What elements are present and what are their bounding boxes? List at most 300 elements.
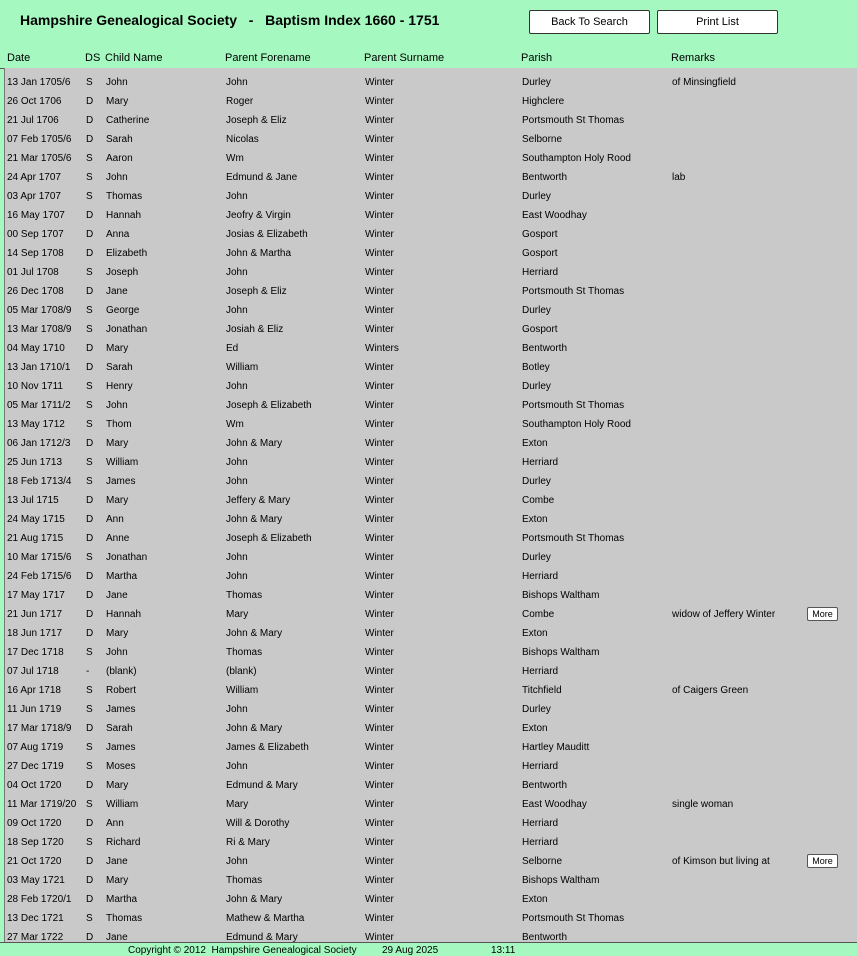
row-date: 01 Jul 1708	[7, 267, 59, 278]
row-remarks: lab	[672, 172, 686, 183]
row-parent-forename: Joseph & Elizabeth	[226, 400, 312, 411]
row-parent-surname: Winter	[365, 894, 394, 905]
row-parent-forename: Josiah & Eliz	[226, 324, 284, 335]
row-ds: S	[86, 77, 93, 88]
row-parent-forename: Edmund & Jane	[226, 172, 298, 183]
row-parent-surname: Winter	[365, 248, 394, 259]
row-date: 18 Sep 1720	[7, 837, 64, 848]
row-parent-forename: John	[226, 457, 248, 468]
table-row	[4, 92, 857, 111]
table-row	[4, 529, 857, 548]
table-row	[4, 244, 857, 263]
row-parish: Gosport	[522, 248, 558, 259]
print-list-button[interactable]: Print List	[657, 10, 778, 34]
row-child-name: William	[106, 457, 139, 468]
row-parent-surname: Winter	[365, 172, 394, 183]
row-date: 04 Oct 1720	[7, 780, 62, 791]
row-child-name: John	[106, 77, 128, 88]
row-ds: D	[86, 286, 94, 297]
row-parent-forename: James & Elizabeth	[226, 742, 309, 753]
row-parish: Portsmouth St Thomas	[522, 533, 625, 544]
row-ds: D	[86, 932, 94, 942]
row-date: 13 Jan 1705/6	[7, 77, 71, 88]
row-remarks: of Minsingfield	[672, 77, 736, 88]
row-parish: Herriard	[522, 837, 559, 848]
row-parent-surname: Winter	[365, 438, 394, 449]
row-date: 13 May 1712	[7, 419, 65, 430]
table-row	[4, 814, 857, 833]
footer-date: 29 Aug 2025	[382, 945, 439, 956]
row-date: 13 Jul 1715	[7, 495, 59, 506]
row-parent-forename: Jeffery & Mary	[226, 495, 291, 506]
table-row	[4, 757, 857, 776]
row-parent-forename: William	[226, 685, 259, 696]
row-date: 18 Feb 1713/4	[7, 476, 72, 487]
row-child-name: Jonathan	[106, 324, 148, 335]
row-date: 28 Feb 1720/1	[7, 894, 72, 905]
results-list-body	[4, 73, 857, 942]
row-parent-forename: Wm	[226, 153, 244, 164]
row-parent-forename: Jeofry & Virgin	[226, 210, 291, 221]
row-date: 16 Apr 1718	[7, 685, 61, 696]
table-row	[4, 472, 857, 491]
table-row	[4, 377, 857, 396]
table-row	[4, 396, 857, 415]
footer-copyright: Copyright © 2012 Hampshire Genealogical Society	[128, 945, 357, 956]
row-parish: Durley	[522, 305, 551, 316]
row-date: 03 May 1721	[7, 875, 65, 886]
row-parish: Botley	[522, 362, 550, 373]
row-parish: Herriard	[522, 818, 559, 829]
table-row	[4, 149, 857, 168]
row-parent-surname: Winter	[365, 400, 394, 411]
row-ds: D	[86, 628, 94, 639]
table-row	[4, 206, 857, 225]
row-parish: Southampton Holy Rood	[522, 153, 631, 164]
row-parent-surname: Winter	[365, 324, 394, 335]
row-date: 24 Feb 1715/6	[7, 571, 72, 582]
row-date: 27 Mar 1722	[7, 932, 64, 942]
row-child-name: Catherine	[106, 115, 150, 126]
table-row	[4, 548, 857, 567]
row-child-name: Jane	[106, 590, 128, 601]
row-date: 18 Jun 1717	[7, 628, 63, 639]
back-to-search-button[interactable]: Back To Search	[529, 10, 650, 34]
row-parent-forename: John	[226, 381, 248, 392]
row-parish: Gosport	[522, 324, 558, 335]
table-row	[4, 605, 857, 624]
row-ds: D	[86, 343, 94, 354]
row-child-name: Mary	[106, 438, 129, 449]
row-ds: S	[86, 419, 93, 430]
table-row	[4, 168, 857, 187]
row-ds: S	[86, 837, 93, 848]
row-parent-surname: Winter	[365, 229, 394, 240]
row-parent-forename: Edmund & Mary	[226, 780, 298, 791]
row-child-name: Elizabeth	[106, 248, 148, 259]
column-header-row	[0, 48, 857, 69]
row-child-name: Jane	[106, 856, 128, 867]
row-ds: D	[86, 723, 94, 734]
row-ds: S	[86, 704, 93, 715]
row-parent-forename: John	[226, 856, 248, 867]
row-date: 17 Dec 1718	[7, 647, 64, 658]
row-ds: S	[86, 305, 93, 316]
row-parent-forename: Wm	[226, 419, 244, 430]
table-row	[4, 624, 857, 643]
row-parent-surname: Winter	[365, 913, 394, 924]
row-child-name: James	[106, 742, 136, 753]
table-row	[4, 453, 857, 472]
row-parish: Exton	[522, 514, 548, 525]
row-parent-forename: Mathew & Martha	[226, 913, 305, 924]
row-ds: S	[86, 153, 93, 164]
row-parent-surname: Winter	[365, 704, 394, 715]
row-remarks: widow of Jeffery Winter	[672, 609, 776, 620]
row-ds: -	[86, 666, 90, 677]
row-parent-surname: Winter	[365, 780, 394, 791]
row-child-name: George	[106, 305, 140, 316]
row-ds: D	[86, 590, 94, 601]
row-parent-surname: Winter	[365, 77, 394, 88]
row-parish: East Woodhay	[522, 799, 587, 810]
row-parish: Selborne	[522, 856, 563, 867]
row-ds: D	[86, 514, 94, 525]
row-parish: Bentworth	[522, 932, 568, 942]
row-parent-forename: John	[226, 761, 248, 772]
table-row	[4, 890, 857, 909]
row-parent-surname: Winter	[365, 552, 394, 563]
row-date: 13 Dec 1721	[7, 913, 64, 924]
row-child-name: John	[106, 172, 128, 183]
row-child-name: Mary	[106, 628, 129, 639]
row-parent-forename: John	[226, 552, 248, 563]
row-parent-surname: Winter	[365, 134, 394, 145]
row-ds: S	[86, 476, 93, 487]
row-date: 21 Mar 1705/6	[7, 153, 72, 164]
row-parent-forename: Nicolas	[226, 134, 259, 145]
footer-time: 13:11	[491, 945, 516, 956]
table-row	[4, 320, 857, 339]
row-parish: Herriard	[522, 761, 559, 772]
table-row	[4, 586, 857, 605]
row-ds: S	[86, 400, 93, 411]
footer	[0, 942, 857, 956]
row-parent-surname: Winter	[365, 305, 394, 316]
row-ds: S	[86, 799, 93, 810]
row-parish: Herriard	[522, 267, 559, 278]
row-ds: S	[86, 552, 93, 563]
row-date: 26 Oct 1706	[7, 96, 62, 107]
row-parish: Exton	[522, 628, 548, 639]
row-parent-surname: Winter	[365, 286, 394, 297]
row-child-name: Mary	[106, 875, 129, 886]
row-parent-forename: Joseph & Eliz	[226, 286, 287, 297]
table-row	[4, 795, 857, 814]
row-date: 21 Jun 1717	[7, 609, 63, 620]
more-button[interactable]: More	[807, 854, 838, 868]
row-parent-surname: Winter	[365, 647, 394, 658]
row-parent-surname: Winter	[365, 609, 394, 620]
table-row	[4, 852, 857, 871]
row-date: 07 Feb 1705/6	[7, 134, 72, 145]
row-date: 14 Sep 1708	[7, 248, 64, 259]
row-parent-forename: John & Mary	[226, 628, 283, 639]
row-parent-surname: Winter	[365, 685, 394, 696]
row-parent-forename: Will & Dorothy	[226, 818, 290, 829]
row-parent-surname: Winter	[365, 856, 394, 867]
row-child-name: Anna	[106, 229, 130, 240]
row-parent-surname: Winter	[365, 419, 394, 430]
row-child-name: James	[106, 704, 136, 715]
row-ds: D	[86, 362, 94, 373]
row-date: 21 Aug 1715	[7, 533, 64, 544]
row-parent-surname: Winter	[365, 514, 394, 525]
row-child-name: Jane	[106, 932, 128, 942]
row-parish: Bentworth	[522, 780, 568, 791]
row-parish: Bishops Waltham	[522, 590, 600, 601]
table-row	[4, 681, 857, 700]
row-date: 10 Nov 1711	[7, 381, 63, 392]
row-date: 16 May 1707	[7, 210, 65, 221]
row-parish: Durley	[522, 704, 551, 715]
row-child-name: William	[106, 799, 139, 810]
row-parish: Hartley Mauditt	[522, 742, 590, 753]
row-ds: S	[86, 685, 93, 696]
row-ds: D	[86, 134, 94, 145]
row-date: 24 May 1715	[7, 514, 65, 525]
row-parent-forename: John	[226, 77, 248, 88]
row-child-name: Thom	[106, 419, 132, 430]
row-child-name: James	[106, 476, 136, 487]
row-child-name: John	[106, 400, 128, 411]
row-parent-surname: Winter	[365, 837, 394, 848]
row-parent-surname: Winters	[365, 343, 399, 354]
row-parent-forename: Mary	[226, 799, 249, 810]
row-ds: S	[86, 913, 93, 924]
row-parent-forename: Ri & Mary	[226, 837, 270, 848]
table-row	[4, 776, 857, 795]
row-ds: S	[86, 457, 93, 468]
table-row	[4, 491, 857, 510]
row-parish: Southampton Holy Rood	[522, 419, 631, 430]
row-parent-forename: John & Mary	[226, 514, 283, 525]
row-date: 10 Mar 1715/6	[7, 552, 72, 563]
row-parish: Durley	[522, 476, 551, 487]
row-parent-surname: Winter	[365, 191, 394, 202]
row-ds: D	[86, 571, 94, 582]
row-date: 26 Dec 1708	[7, 286, 64, 297]
row-parent-forename: John & Mary	[226, 723, 283, 734]
row-date: 03 Apr 1707	[7, 191, 61, 202]
row-parish: Selborne	[522, 134, 563, 145]
table-row	[4, 415, 857, 434]
row-parish: Portsmouth St Thomas	[522, 400, 625, 411]
row-parish: Herriard	[522, 571, 559, 582]
row-child-name: Thomas	[106, 191, 143, 202]
row-child-name: Henry	[106, 381, 133, 392]
row-remarks: of Kimson but living at	[672, 856, 770, 867]
row-parish: Bishops Waltham	[522, 647, 600, 658]
row-parent-surname: Winter	[365, 381, 394, 392]
row-ds: S	[86, 761, 93, 772]
row-date: 05 Mar 1711/2	[7, 400, 71, 411]
row-date: 17 May 1717	[7, 590, 65, 601]
row-ds: S	[86, 381, 93, 392]
row-date: 21 Oct 1720	[7, 856, 62, 867]
table-row	[4, 73, 857, 92]
row-child-name: Martha	[106, 894, 138, 905]
row-ds: S	[86, 742, 93, 753]
row-ds: S	[86, 267, 93, 278]
row-ds: D	[86, 115, 94, 126]
row-parish: Durley	[522, 381, 551, 392]
table-row	[4, 301, 857, 320]
row-parish: Bishops Waltham	[522, 875, 600, 886]
table-row	[4, 738, 857, 757]
row-remarks: of Caigers Green	[672, 685, 749, 696]
row-child-name: John	[106, 647, 128, 658]
row-parish: Exton	[522, 438, 548, 449]
row-parent-surname: Winter	[365, 362, 394, 373]
row-parish: Durley	[522, 77, 551, 88]
row-ds: D	[86, 438, 94, 449]
row-parent-forename: Joseph & Elizabeth	[226, 533, 312, 544]
row-ds: S	[86, 647, 93, 658]
row-child-name: (blank)	[106, 666, 137, 677]
table-row	[4, 909, 857, 928]
more-button[interactable]: More	[807, 607, 838, 621]
row-parent-forename: John & Mary	[226, 894, 283, 905]
row-ds: D	[86, 229, 94, 240]
results-list[interactable]	[4, 68, 857, 942]
row-parent-surname: Winter	[365, 723, 394, 734]
row-parent-surname: Winter	[365, 875, 394, 886]
row-parent-surname: Winter	[365, 590, 394, 601]
row-parent-forename: Josias & Elizabeth	[226, 229, 308, 240]
row-child-name: Ann	[106, 514, 124, 525]
row-parish: Combe	[522, 609, 555, 620]
row-parish: Herriard	[522, 666, 559, 677]
table-row	[4, 187, 857, 206]
row-ds: D	[86, 856, 94, 867]
row-date: 07 Aug 1719	[7, 742, 64, 753]
column-header-parent-surname: Parent Surname	[364, 52, 445, 64]
row-child-name: Jonathan	[106, 552, 148, 563]
table-row	[4, 282, 857, 301]
table-row	[4, 111, 857, 130]
row-parent-forename: John & Martha	[226, 248, 292, 259]
row-parish: Durley	[522, 552, 551, 563]
column-header-date: Date	[7, 52, 31, 64]
row-parent-surname: Winter	[365, 742, 394, 753]
row-date: 07 Jul 1718	[7, 666, 59, 677]
row-parent-forename: Thomas	[226, 875, 263, 886]
row-parent-surname: Winter	[365, 267, 394, 278]
table-row	[4, 339, 857, 358]
row-parent-surname: Winter	[365, 495, 394, 506]
row-parish: Bentworth	[522, 172, 568, 183]
row-child-name: Hannah	[106, 609, 142, 620]
table-row	[4, 225, 857, 244]
row-date: 05 Mar 1708/9	[7, 305, 72, 316]
row-parish: East Woodhay	[522, 210, 587, 221]
column-header-parish: Parish	[521, 52, 553, 64]
row-parent-forename: Edmund & Mary	[226, 932, 298, 942]
row-ds: D	[86, 533, 94, 544]
row-parent-surname: Winter	[365, 761, 394, 772]
table-row	[4, 871, 857, 890]
row-child-name: Sarah	[106, 134, 133, 145]
table-row	[4, 833, 857, 852]
row-ds: S	[86, 191, 93, 202]
row-ds: D	[86, 248, 94, 259]
row-ds: S	[86, 172, 93, 183]
row-date: 13 Mar 1708/9	[7, 324, 72, 335]
row-date: 06 Jan 1712/3	[7, 438, 71, 449]
row-parish: Portsmouth St Thomas	[522, 286, 625, 297]
row-date: 24 Apr 1707	[7, 172, 61, 183]
row-parish: Exton	[522, 723, 548, 734]
row-parish: Herriard	[522, 457, 559, 468]
row-ds: D	[86, 780, 94, 791]
column-header-parent-forename: Parent Forename	[225, 52, 311, 64]
row-child-name: Ann	[106, 818, 124, 829]
row-parent-forename: John	[226, 267, 248, 278]
row-child-name: Thomas	[106, 913, 143, 924]
row-ds: D	[86, 894, 94, 905]
row-child-name: Richard	[106, 837, 141, 848]
column-header-remarks: Remarks	[671, 52, 716, 64]
table-row	[4, 434, 857, 453]
row-parent-forename: Thomas	[226, 590, 263, 601]
row-date: 17 Mar 1718/9	[7, 723, 72, 734]
row-parish: Gosport	[522, 229, 558, 240]
row-date: 21 Jul 1706	[7, 115, 59, 126]
row-date: 27 Dec 1719	[7, 761, 64, 772]
row-parent-forename: Joseph & Eliz	[226, 115, 287, 126]
row-parish: Titchfield	[522, 685, 562, 696]
row-parent-surname: Winter	[365, 666, 394, 677]
table-row	[4, 130, 857, 149]
table-row	[4, 510, 857, 529]
table-row	[4, 719, 857, 738]
row-ds: D	[86, 210, 94, 221]
row-parent-forename: William	[226, 362, 259, 373]
row-parent-forename: Thomas	[226, 647, 263, 658]
row-ds: D	[86, 96, 94, 107]
row-date: 00 Sep 1707	[7, 229, 64, 240]
row-parish: Highclere	[522, 96, 565, 107]
row-child-name: Hannah	[106, 210, 142, 221]
row-parent-forename: John	[226, 476, 248, 487]
row-parent-forename: John	[226, 704, 248, 715]
row-child-name: Mary	[106, 495, 129, 506]
row-ds: D	[86, 609, 94, 620]
row-date: 25 Jun 1713	[7, 457, 63, 468]
row-parent-surname: Winter	[365, 476, 394, 487]
row-parish: Exton	[522, 894, 548, 905]
row-child-name: Jane	[106, 286, 128, 297]
row-parent-surname: Winter	[365, 96, 394, 107]
row-parish: Bentworth	[522, 343, 568, 354]
row-ds: D	[86, 818, 94, 829]
row-parent-forename: Ed	[226, 343, 239, 354]
row-ds: S	[86, 324, 93, 335]
column-header-child-name: Child Name	[105, 52, 163, 64]
row-ds: D	[86, 495, 94, 506]
page-title: Hampshire Genealogical Society - Baptism Index 1660 - 1751	[20, 12, 440, 28]
